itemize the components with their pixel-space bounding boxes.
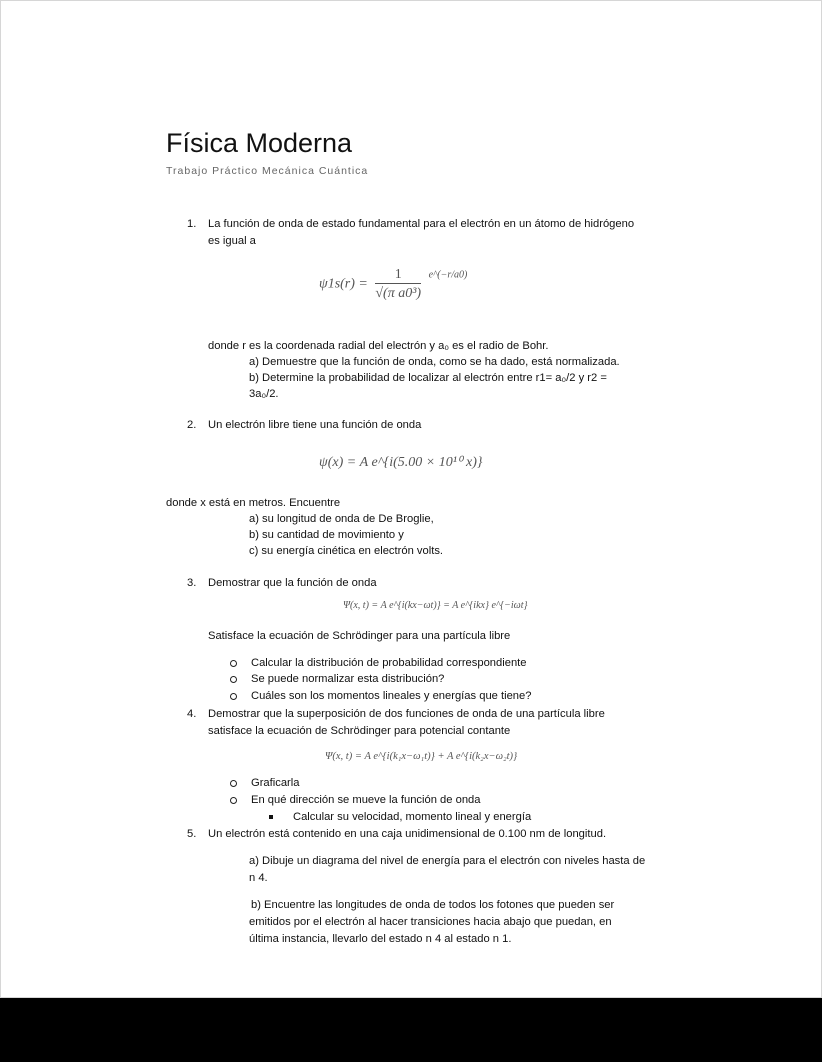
q1-eq-exponential: e^(−r/a0) xyxy=(428,269,468,281)
q4-bullet: En qué dirección se mueve la función de onda xyxy=(251,794,481,806)
q5-part-b-2: emitidos por el electrón al hacer transiciones hacia abajo que puedan, en xyxy=(249,916,612,928)
q5-part-a-2: n 4. xyxy=(249,872,268,884)
q1-eq-denominator: √(π a0³) xyxy=(375,286,422,301)
q1-equation xyxy=(319,267,467,302)
q1-part-b: b) Determine la probabilidad de localizar al electrón entre r1= a₀/2 y r2 = xyxy=(249,372,607,384)
q4-number: 4. xyxy=(187,708,197,720)
q2-equation: ψ(x) = A e^{i(5.00 × 10¹⁰ x)} xyxy=(319,455,483,470)
q2-part-a: a) su longitud de onda de De Broglie, xyxy=(249,513,434,525)
q2-part-c: c) su energía cinética en electrón volts. xyxy=(249,545,444,557)
q2-definition: donde x está en metros. Encuentre xyxy=(166,497,341,509)
q1-text: La función de onda de estado fundamental para el electrón en un átomo de hidrógeno xyxy=(208,218,635,230)
q2-part-b: b) su cantidad de movimiento y xyxy=(249,529,404,541)
q5-part-b-3: última instancia, llevarlo del estado n 4 al estado n 1. xyxy=(249,933,512,945)
q4-text-2: satisface la ecuación de Schrödinger para potencial contante xyxy=(208,725,511,737)
bullet-circle-icon xyxy=(230,797,237,804)
bullet-circle-icon xyxy=(230,780,237,787)
q1-part-b-2: 3a₀/2. xyxy=(249,388,279,400)
q1-number: 1. xyxy=(187,218,197,230)
q2-number: 2. xyxy=(187,419,197,431)
bullet-circle-icon xyxy=(230,676,237,683)
q1-part-a: a) Demuestre que la función de onda, como se ha dado, está normalizada. xyxy=(249,356,620,368)
q2-text: Un electrón libre tiene una función de onda xyxy=(208,419,422,431)
q1-eq-lhs: ψ1s(r) = xyxy=(319,276,368,292)
q1-eq-numerator: 1 xyxy=(375,267,421,284)
q3-number: 3. xyxy=(187,577,197,589)
q4-sub-bullet: Calcular su velocidad, momento lineal y energía xyxy=(293,811,532,823)
q1-text-2: es igual a xyxy=(208,235,256,247)
bullet-circle-icon xyxy=(230,660,237,667)
q4-equation: Ψ(x, t) = A e^{i(k₁x−ω₁t)} + A e^{i(k₂x−ω₂t)} xyxy=(325,751,518,762)
q5-number: 5. xyxy=(187,828,197,840)
q1-definition: donde r es la coordenada radial del electrón y a₀ es el radio de Bohr. xyxy=(208,340,549,352)
q3-bullet: Calcular la distribución de probabilidad correspondiente xyxy=(251,657,527,669)
q5-part-b: b) Encuentre las longitudes de onda de todos los fotones que pueden ser xyxy=(251,899,615,911)
bullet-circle-icon xyxy=(230,693,237,700)
q3-equation: Ψ(x, t) = A e^{i(kx−ωt)} = A e^{ikx} e^{−iωt} xyxy=(343,600,528,611)
q4-bullet: Graficarla xyxy=(251,777,300,789)
q3-statement: Satisface la ecuación de Schrödinger para una partícula libre xyxy=(208,630,511,642)
q4-text: Demostrar que la superposición de dos funciones de onda de una partícula libre xyxy=(208,708,605,720)
q5-part-a: a) Dibuje un diagrama del nivel de energía para el electrón con niveles hasta de xyxy=(249,855,646,867)
page-title: Física Moderna xyxy=(166,128,353,158)
q3-text: Demostrar que la función de onda xyxy=(208,577,377,589)
q3-bullet: Se puede normalizar esta distribución? xyxy=(251,673,445,685)
page-subtitle: Trabajo Práctico Mecánica Cuántica xyxy=(166,165,369,177)
bullet-square-icon xyxy=(269,815,273,819)
q3-bullet: Cuáles son los momentos lineales y energías que tiene? xyxy=(251,690,532,702)
q5-text: Un electrón está contenido en una caja unidimensional de 0.100 nm de longitud. xyxy=(208,828,607,840)
